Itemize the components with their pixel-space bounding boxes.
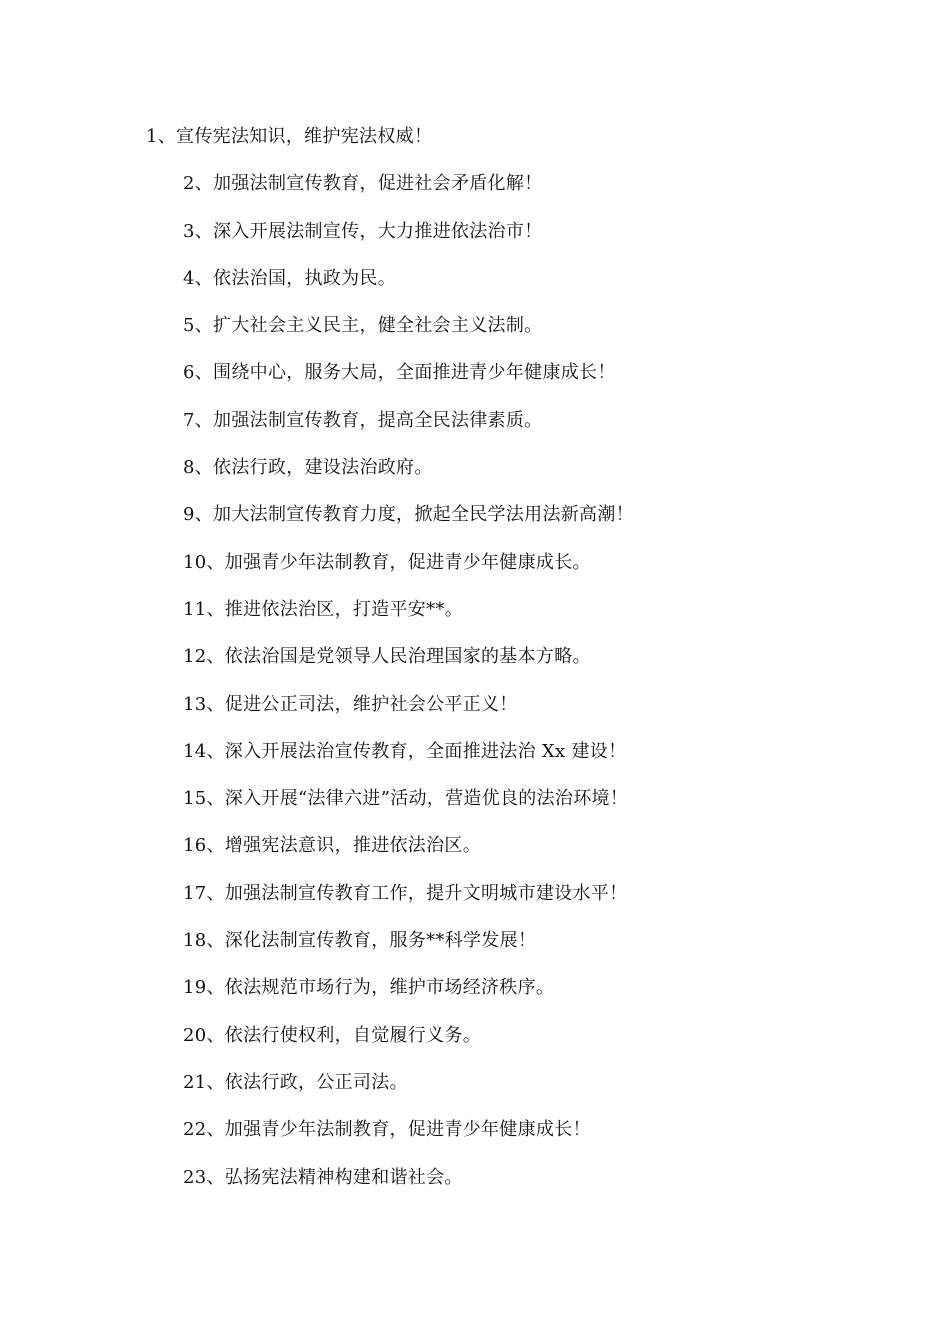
slogan-item-15: 15、深入开展“法律六进”活动，营造优良的法治环境！ [183,788,629,810]
slogan-item-20: 20、依法行使权利，自觉履行义务。 [183,1024,482,1046]
slogan-item-23: 23、弘扬宪法精神构建和谐社会。 [183,1166,463,1188]
slogan-item-14: 14、深入开展法治宣传教育，全面推进法治 Xx 建设！ [183,740,627,762]
slogan-item-19: 19、依法规范市场行为，维护市场经济秩序。 [183,977,555,999]
slogan-item-5: 5、扩大社会主义民主，健全社会主义法制。 [183,315,543,337]
slogan-item-2: 2、加强法制宣传教育，促进社会矛盾化解！ [183,173,543,195]
slogan-item-21: 21、依法行政，公正司法。 [183,1071,408,1093]
slogan-item-17: 17、加强法制宣传教育工作，提升文明城市建设水平！ [183,882,628,904]
slogan-item-4: 4、依法治国，执政为民。 [183,267,397,289]
slogan-item-10: 10、加强青少年法制教育，促进青少年健康成长。 [183,551,591,573]
slogan-item-9: 9、加大法制宣传教育力度，掀起全民学法用法新高潮！ [183,504,634,526]
slogan-item-18: 18、深化法制宣传教育，服务**科学发展！ [183,930,537,952]
slogan-item-1: 1、宣传宪法知识，维护宪法权威！ [146,126,433,147]
slogan-list [0,117,950,1205]
slogan-item-7: 7、加强法制宣传教育，提高全民法律素质。 [183,409,543,431]
slogan-item-13: 13、促进公正司法，维护社会公平正义！ [183,693,518,715]
slogan-item-16: 16、增强宪法意识，推进依法治区。 [183,835,482,857]
slogan-item-22: 22、加强青少年法制教育，促进青少年健康成长！ [183,1119,591,1141]
slogan-item-6: 6、围绕中心，服务大局，全面推进青少年健康成长！ [183,362,616,384]
slogan-item-8: 8、依法行政，建设法治政府。 [183,457,433,479]
slogan-item-11: 11、推进依法治区，打造平安**。 [183,598,464,620]
slogan-item-12: 12、依法治国是党领导人民治理国家的基本方略。 [183,646,591,668]
slogan-item-3: 3、深入开展法制宣传，大力推进依法治市！ [183,220,543,242]
